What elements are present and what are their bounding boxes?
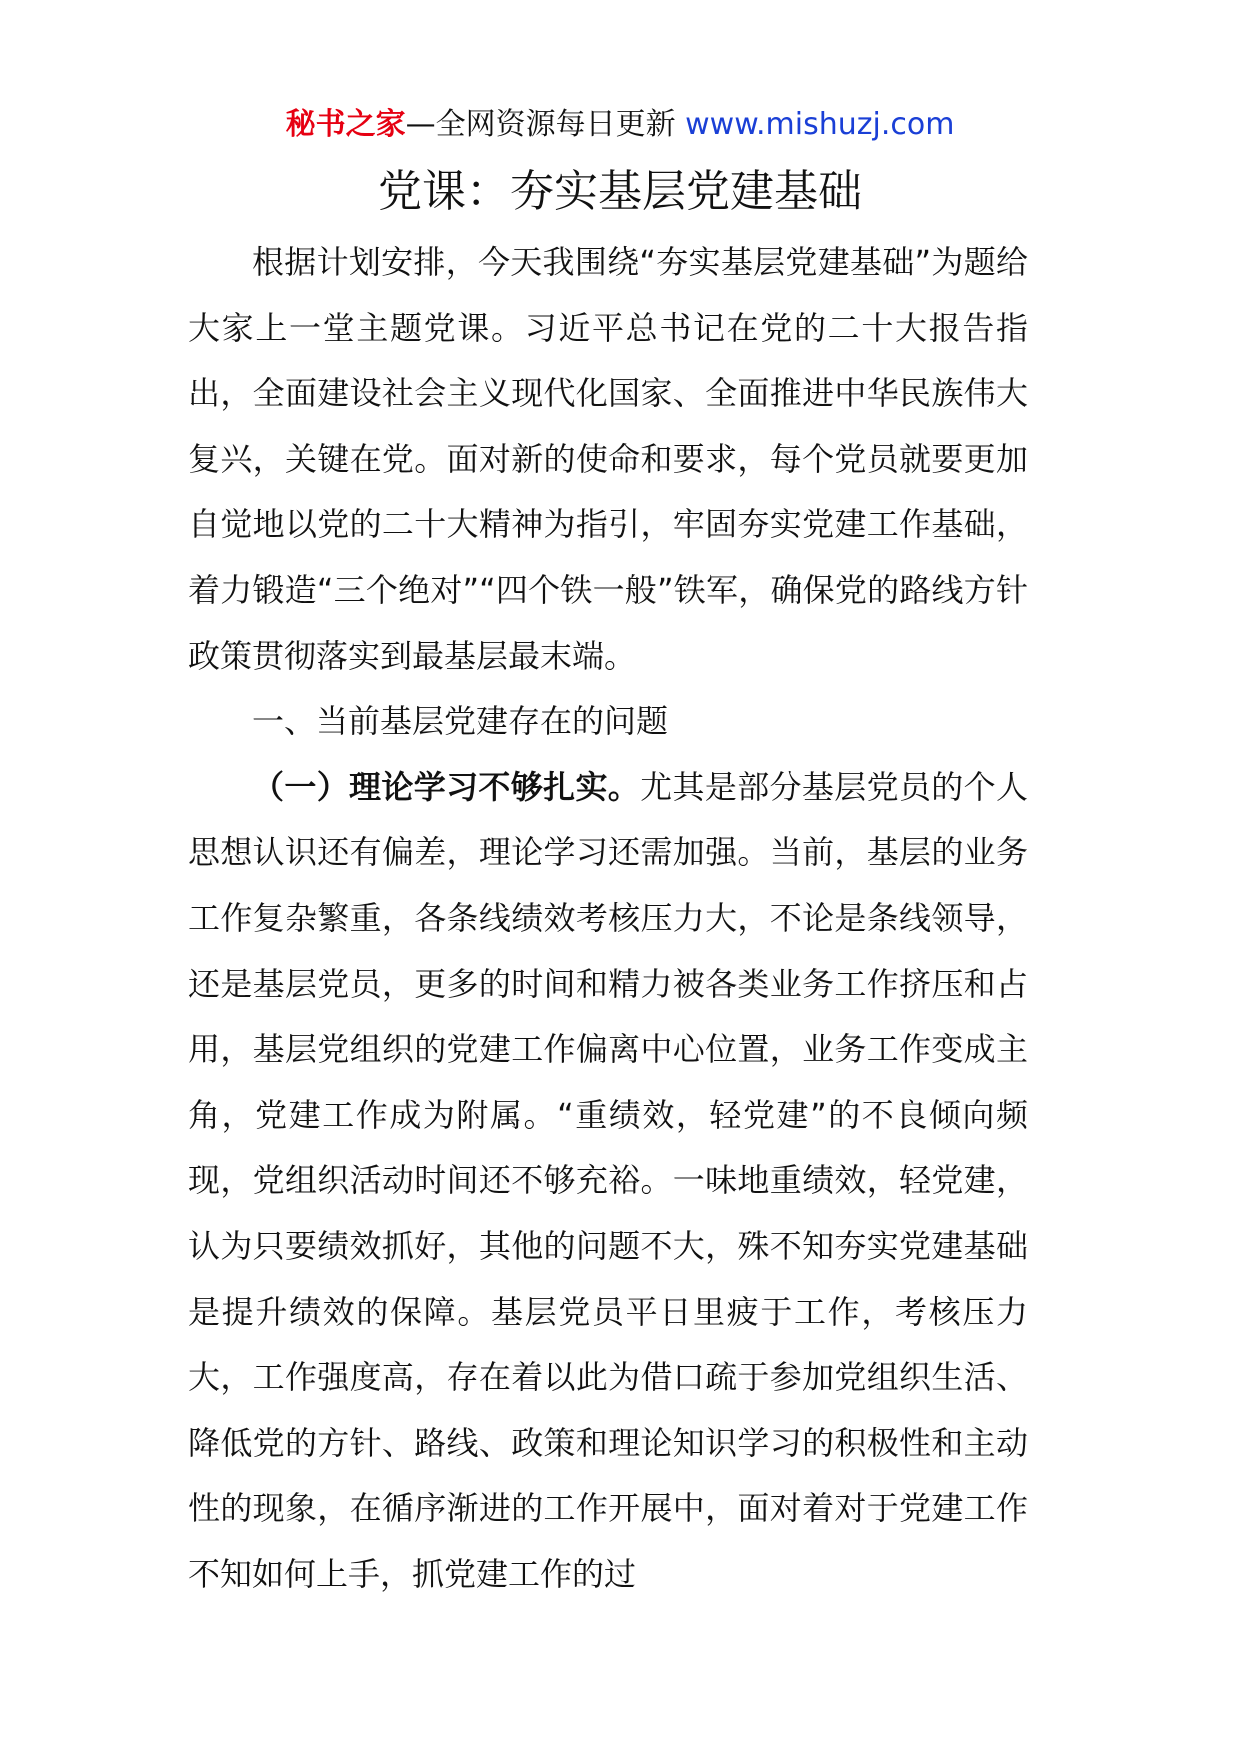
document-body (188, 230, 1028, 1607)
banner-tagline: —全网资源每日更新 (405, 107, 676, 142)
section-heading: 一、当前基层党建存在的问题 (252, 702, 669, 741)
point-lead: （一）理论学习不够扎实。 (252, 767, 641, 806)
brand-name: 秘书之家 (285, 107, 406, 142)
site-banner (0, 103, 1240, 147)
point-paragraph (188, 755, 1028, 1608)
intro-paragraph: 根据计划安排，今天我围绕“夯实基层党建基础”为题给大家上一堂主题党课。习近平总书记在党的二十大报告指出，全面建设社会主义现代化国家、全面推进中华民族伟大复兴，关键在党。面对新的使命和要求，每个党员就要更加自觉地以党的二十大精神为指引，牢固夯实党建工作基础，着力锻造“三个绝对”“四个铁一般”铁军，确保党的路线方针政策贯彻落实到最基层最末端。 (188, 243, 1028, 675)
document-title: 党课：夯实基层党建基础 (378, 166, 862, 217)
point-body: 尤其是部分基层党员的个人思想认识还有偏差，理论学习还需加强。当前，基层的业务工作复杂繁重，各条线绩效考核压力大，不论是条线领导，还是基层党员，更多的时间和精力被各类业务工作挤压和占用，基层党组织的党建工作偏离中心位置，业务工作变成主角，党建工作成为附属。“重绩效，轻党建”的不良倾向频现，党组织活动时间还不够充裕。一味地重绩效，轻党建，认为只要绩效抓好，其他的问题不大，殊不知夯实党建基础是提升绩效的保障。基层党员平日里疲于工作，考核压力大，工作强度高，存在着以此为借口疏于参加党组织生活、降低党的方针、路线、政策和理论知识学习的积极性和主动性的现象，在循序渐进的工作开展中，面对着对于党建工作不知如何上手，抓党建工作的过 (188, 767, 1028, 1593)
site-url-link[interactable]: www.mishuzj.com (685, 107, 955, 142)
